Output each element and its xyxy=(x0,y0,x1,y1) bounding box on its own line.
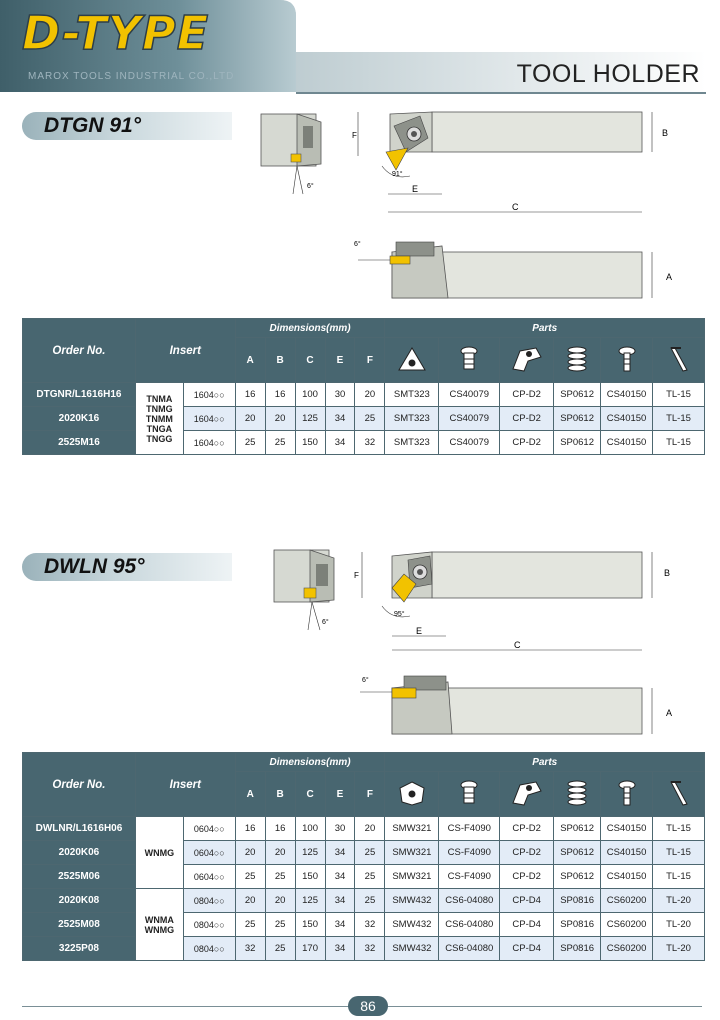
dim-c-cell: 125 xyxy=(295,841,325,865)
part-insert-cell: SMW432 xyxy=(385,913,439,937)
dim-b-cell: 16 xyxy=(265,817,295,841)
dim-c-cell: 100 xyxy=(295,817,325,841)
part-shim-screw-cell: CS40079 xyxy=(439,383,500,407)
parts-header: Parts xyxy=(385,753,705,772)
dim-c-cell: 170 xyxy=(295,937,325,961)
part-shim-screw-cell: CS-F4090 xyxy=(439,817,500,841)
parts-header: Parts xyxy=(385,319,705,338)
part-clamp-cell: CP-D4 xyxy=(500,913,554,937)
approach-angle-text: 91° xyxy=(392,171,403,178)
dim-f-cell: 32 xyxy=(355,937,385,961)
dim-c-cell: 125 xyxy=(295,407,325,431)
insert-angle-text: 6° xyxy=(307,183,314,190)
part-insert-cell: SMT323 xyxy=(385,383,439,407)
dim-a-label: A xyxy=(666,708,673,718)
part-clamp-cell: CP-D2 xyxy=(500,431,554,455)
table-row xyxy=(23,889,705,913)
order-no-cell: 2020K16 xyxy=(23,407,136,431)
part-screw-cell: CS60200 xyxy=(601,913,653,937)
dim-e-label: E xyxy=(412,184,419,194)
insert-icon xyxy=(385,772,439,817)
part-clamp-cell: CP-D4 xyxy=(500,889,554,913)
part-wrench-cell: TL-20 xyxy=(653,937,705,961)
dim-e-cell: 34 xyxy=(325,431,355,455)
spring-icon xyxy=(554,338,601,383)
part-spring-cell: SP0612 xyxy=(554,865,601,889)
part-wrench-cell: TL-15 xyxy=(653,841,705,865)
dim-b-cell: 20 xyxy=(265,841,295,865)
dim-b-cell: 25 xyxy=(265,937,295,961)
dim-a-cell: 25 xyxy=(235,865,265,889)
table-row xyxy=(23,841,705,865)
insert-code-cell: 0604○○ xyxy=(183,865,235,889)
part-shim-screw-cell: CS6-04080 xyxy=(439,937,500,961)
clamp-icon xyxy=(500,772,554,817)
wrench-icon xyxy=(653,772,705,817)
section-title-dtgn xyxy=(22,112,232,140)
order-no-cell: 2525M16 xyxy=(23,431,136,455)
part-insert-cell: SMT323 xyxy=(385,407,439,431)
shim-screw-icon xyxy=(439,772,500,817)
dim-e-label: E xyxy=(416,626,423,636)
part-screw-cell: CS40150 xyxy=(601,817,653,841)
insert-code-cell: 1604○○ xyxy=(183,431,235,455)
insert-code-cell: 0804○○ xyxy=(183,889,235,913)
part-clamp-cell: CP-D2 xyxy=(500,383,554,407)
spring-icon xyxy=(554,772,601,817)
dim-e-cell: 30 xyxy=(325,817,355,841)
holder-side-view-dtgn xyxy=(352,234,697,304)
dim-b-label: B xyxy=(662,128,669,138)
dim-f-label: F xyxy=(352,131,357,140)
dimensions-header: Dimensions(mm) xyxy=(235,319,385,338)
dim-c-label: C xyxy=(512,202,519,212)
insert-code-cell: 0804○○ xyxy=(183,937,235,961)
part-shim-screw-cell: CS6-04080 xyxy=(439,913,500,937)
part-screw-cell: CS60200 xyxy=(601,937,653,961)
dim-col-e: E xyxy=(325,338,355,383)
insert-types-cell xyxy=(135,383,183,455)
insert-type: WNMG xyxy=(144,924,175,935)
page-title: TOOL HOLDER xyxy=(516,60,700,88)
spec-table-dtgn xyxy=(22,318,705,455)
order-no-header: Order No. xyxy=(23,753,136,817)
dim-a-cell: 25 xyxy=(235,913,265,937)
dim-a-label: A xyxy=(666,272,673,282)
dim-a-cell: 20 xyxy=(235,889,265,913)
dim-e-cell: 34 xyxy=(325,407,355,431)
dimensions-header: Dimensions(mm) xyxy=(235,753,385,772)
dim-e-cell: 34 xyxy=(325,937,355,961)
section-title-text: DTGN 91° xyxy=(44,114,142,137)
order-no-cell: DWLNR/L1616H06 xyxy=(23,817,136,841)
side-angle-text: 6° xyxy=(354,241,361,248)
part-spring-cell: SP0816 xyxy=(554,937,601,961)
part-insert-cell: SMW321 xyxy=(385,841,439,865)
dim-a-cell: 16 xyxy=(235,817,265,841)
dim-c-cell: 150 xyxy=(295,913,325,937)
clamp-icon xyxy=(500,338,554,383)
shim-screw-icon xyxy=(439,338,500,383)
insert-header: Insert xyxy=(135,319,235,383)
spec-table-dwln xyxy=(22,752,705,961)
dim-e-cell: 34 xyxy=(325,913,355,937)
part-wrench-cell: TL-20 xyxy=(653,889,705,913)
dim-col-f: F xyxy=(355,338,385,383)
insert-type: WNMA xyxy=(144,914,174,925)
insert-code-cell: 0604○○ xyxy=(183,817,235,841)
part-shim-screw-cell: CS-F4090 xyxy=(439,865,500,889)
part-clamp-cell: CP-D2 xyxy=(500,841,554,865)
dim-col-a: A xyxy=(235,338,265,383)
section-title-text: DWLN 95° xyxy=(44,555,145,578)
table-row xyxy=(23,383,705,407)
holder-end-view-dwln xyxy=(268,544,343,634)
table-row xyxy=(23,865,705,889)
dim-col-a: A xyxy=(235,772,265,817)
part-wrench-cell: TL-15 xyxy=(653,383,705,407)
holder-top-view-dwln xyxy=(352,544,697,654)
order-no-cell: 2525M06 xyxy=(23,865,136,889)
insert-icon xyxy=(385,338,439,383)
dim-col-e: E xyxy=(325,772,355,817)
dim-a-cell: 16 xyxy=(235,383,265,407)
dim-e-cell: 34 xyxy=(325,841,355,865)
dim-c-cell: 100 xyxy=(295,383,325,407)
insert-types-cell xyxy=(135,817,183,889)
part-spring-cell: SP0612 xyxy=(554,383,601,407)
table-row xyxy=(23,937,705,961)
page-number: 86 xyxy=(348,996,388,1016)
part-screw-cell: CS40150 xyxy=(601,383,653,407)
holder-end-view-dtgn xyxy=(255,108,330,198)
insert-type: TNMA xyxy=(146,393,173,404)
insert-type: TNGA xyxy=(146,423,173,434)
part-wrench-cell: TL-15 xyxy=(653,407,705,431)
insert-code-cell: 0804○○ xyxy=(183,913,235,937)
part-spring-cell: SP0612 xyxy=(554,431,601,455)
part-shim-screw-cell: CS40079 xyxy=(439,407,500,431)
dim-a-cell: 20 xyxy=(235,841,265,865)
dim-col-b: B xyxy=(265,772,295,817)
dim-c-cell: 150 xyxy=(295,865,325,889)
table-row xyxy=(23,913,705,937)
approach-angle-text: 95° xyxy=(394,611,405,618)
insert-types-cell xyxy=(135,889,183,961)
holder-side-view-dwln xyxy=(352,668,697,740)
dim-b-cell: 25 xyxy=(265,865,295,889)
dim-f-cell: 32 xyxy=(355,431,385,455)
dim-e-cell: 34 xyxy=(325,865,355,889)
dim-col-c: C xyxy=(295,772,325,817)
part-insert-cell: SMW321 xyxy=(385,865,439,889)
part-spring-cell: SP0816 xyxy=(554,913,601,937)
part-screw-cell: CS40150 xyxy=(601,865,653,889)
insert-type: TNGG xyxy=(146,433,173,444)
insert-type: TNMG xyxy=(146,403,173,414)
table-row xyxy=(23,431,705,455)
part-screw-cell: CS40150 xyxy=(601,431,653,455)
insert-header: Insert xyxy=(135,753,235,817)
part-insert-cell: SMT323 xyxy=(385,431,439,455)
order-no-cell: 2525M08 xyxy=(23,913,136,937)
dim-b-cell: 20 xyxy=(265,889,295,913)
part-wrench-cell: TL-15 xyxy=(653,817,705,841)
part-wrench-cell: TL-15 xyxy=(653,865,705,889)
part-shim-screw-cell: CS-F4090 xyxy=(439,841,500,865)
table-row xyxy=(23,407,705,431)
screw-icon xyxy=(601,772,653,817)
part-wrench-cell: TL-20 xyxy=(653,913,705,937)
part-screw-cell: CS40150 xyxy=(601,841,653,865)
part-clamp-cell: CP-D2 xyxy=(500,865,554,889)
section-title-dwln xyxy=(22,553,232,581)
part-spring-cell: SP0816 xyxy=(554,889,601,913)
dim-c-cell: 125 xyxy=(295,889,325,913)
part-spring-cell: SP0612 xyxy=(554,407,601,431)
part-spring-cell: SP0612 xyxy=(554,817,601,841)
part-shim-screw-cell: CS6-04080 xyxy=(439,889,500,913)
screw-icon xyxy=(601,338,653,383)
dim-c-cell: 150 xyxy=(295,431,325,455)
holder-top-view-dtgn xyxy=(352,108,697,218)
dim-b-cell: 25 xyxy=(265,913,295,937)
insert-code-cell: 1604○○ xyxy=(183,383,235,407)
dim-f-cell: 25 xyxy=(355,889,385,913)
logo: D-TYPE xyxy=(22,6,210,60)
part-wrench-cell: TL-15 xyxy=(653,431,705,455)
part-clamp-cell: CP-D2 xyxy=(500,817,554,841)
dim-col-b: B xyxy=(265,338,295,383)
order-no-cell: DTGNR/L1616H16 xyxy=(23,383,136,407)
side-angle-text: 6° xyxy=(362,677,369,684)
dim-b-cell: 20 xyxy=(265,407,295,431)
part-shim-screw-cell: CS40079 xyxy=(439,431,500,455)
dim-f-cell: 25 xyxy=(355,865,385,889)
insert-angle-text: 6° xyxy=(322,619,329,626)
dim-e-cell: 30 xyxy=(325,383,355,407)
dim-f-label: F xyxy=(354,571,359,580)
order-no-header: Order No. xyxy=(23,319,136,383)
part-insert-cell: SMW321 xyxy=(385,817,439,841)
table-row xyxy=(23,817,705,841)
dim-b-cell: 25 xyxy=(265,431,295,455)
order-no-cell: 2020K08 xyxy=(23,889,136,913)
dim-col-c: C xyxy=(295,338,325,383)
dim-a-cell: 25 xyxy=(235,431,265,455)
part-spring-cell: SP0612 xyxy=(554,841,601,865)
header-rule xyxy=(296,92,706,94)
dim-f-cell: 25 xyxy=(355,841,385,865)
dim-f-cell: 32 xyxy=(355,913,385,937)
company-name: MAROX TOOLS INDUSTRIAL CO.,LTD xyxy=(28,71,235,82)
insert-type: WNMG xyxy=(144,847,175,858)
wrench-icon xyxy=(653,338,705,383)
dim-e-cell: 34 xyxy=(325,889,355,913)
part-insert-cell: SMW432 xyxy=(385,889,439,913)
dim-f-cell: 20 xyxy=(355,817,385,841)
insert-code-cell: 0604○○ xyxy=(183,841,235,865)
dim-c-label: C xyxy=(514,640,521,650)
dim-a-cell: 32 xyxy=(235,937,265,961)
insert-code-cell: 1604○○ xyxy=(183,407,235,431)
part-clamp-cell: CP-D2 xyxy=(500,407,554,431)
insert-type: TNMM xyxy=(145,413,173,424)
dim-col-f: F xyxy=(355,772,385,817)
dim-b-label: B xyxy=(664,568,671,578)
order-no-cell: 2020K06 xyxy=(23,841,136,865)
order-no-cell: 3225P08 xyxy=(23,937,136,961)
dim-f-cell: 20 xyxy=(355,383,385,407)
dim-f-cell: 25 xyxy=(355,407,385,431)
part-screw-cell: CS60200 xyxy=(601,889,653,913)
dim-b-cell: 16 xyxy=(265,383,295,407)
dim-a-cell: 20 xyxy=(235,407,265,431)
part-screw-cell: CS40150 xyxy=(601,407,653,431)
part-clamp-cell: CP-D4 xyxy=(500,937,554,961)
part-insert-cell: SMW432 xyxy=(385,937,439,961)
